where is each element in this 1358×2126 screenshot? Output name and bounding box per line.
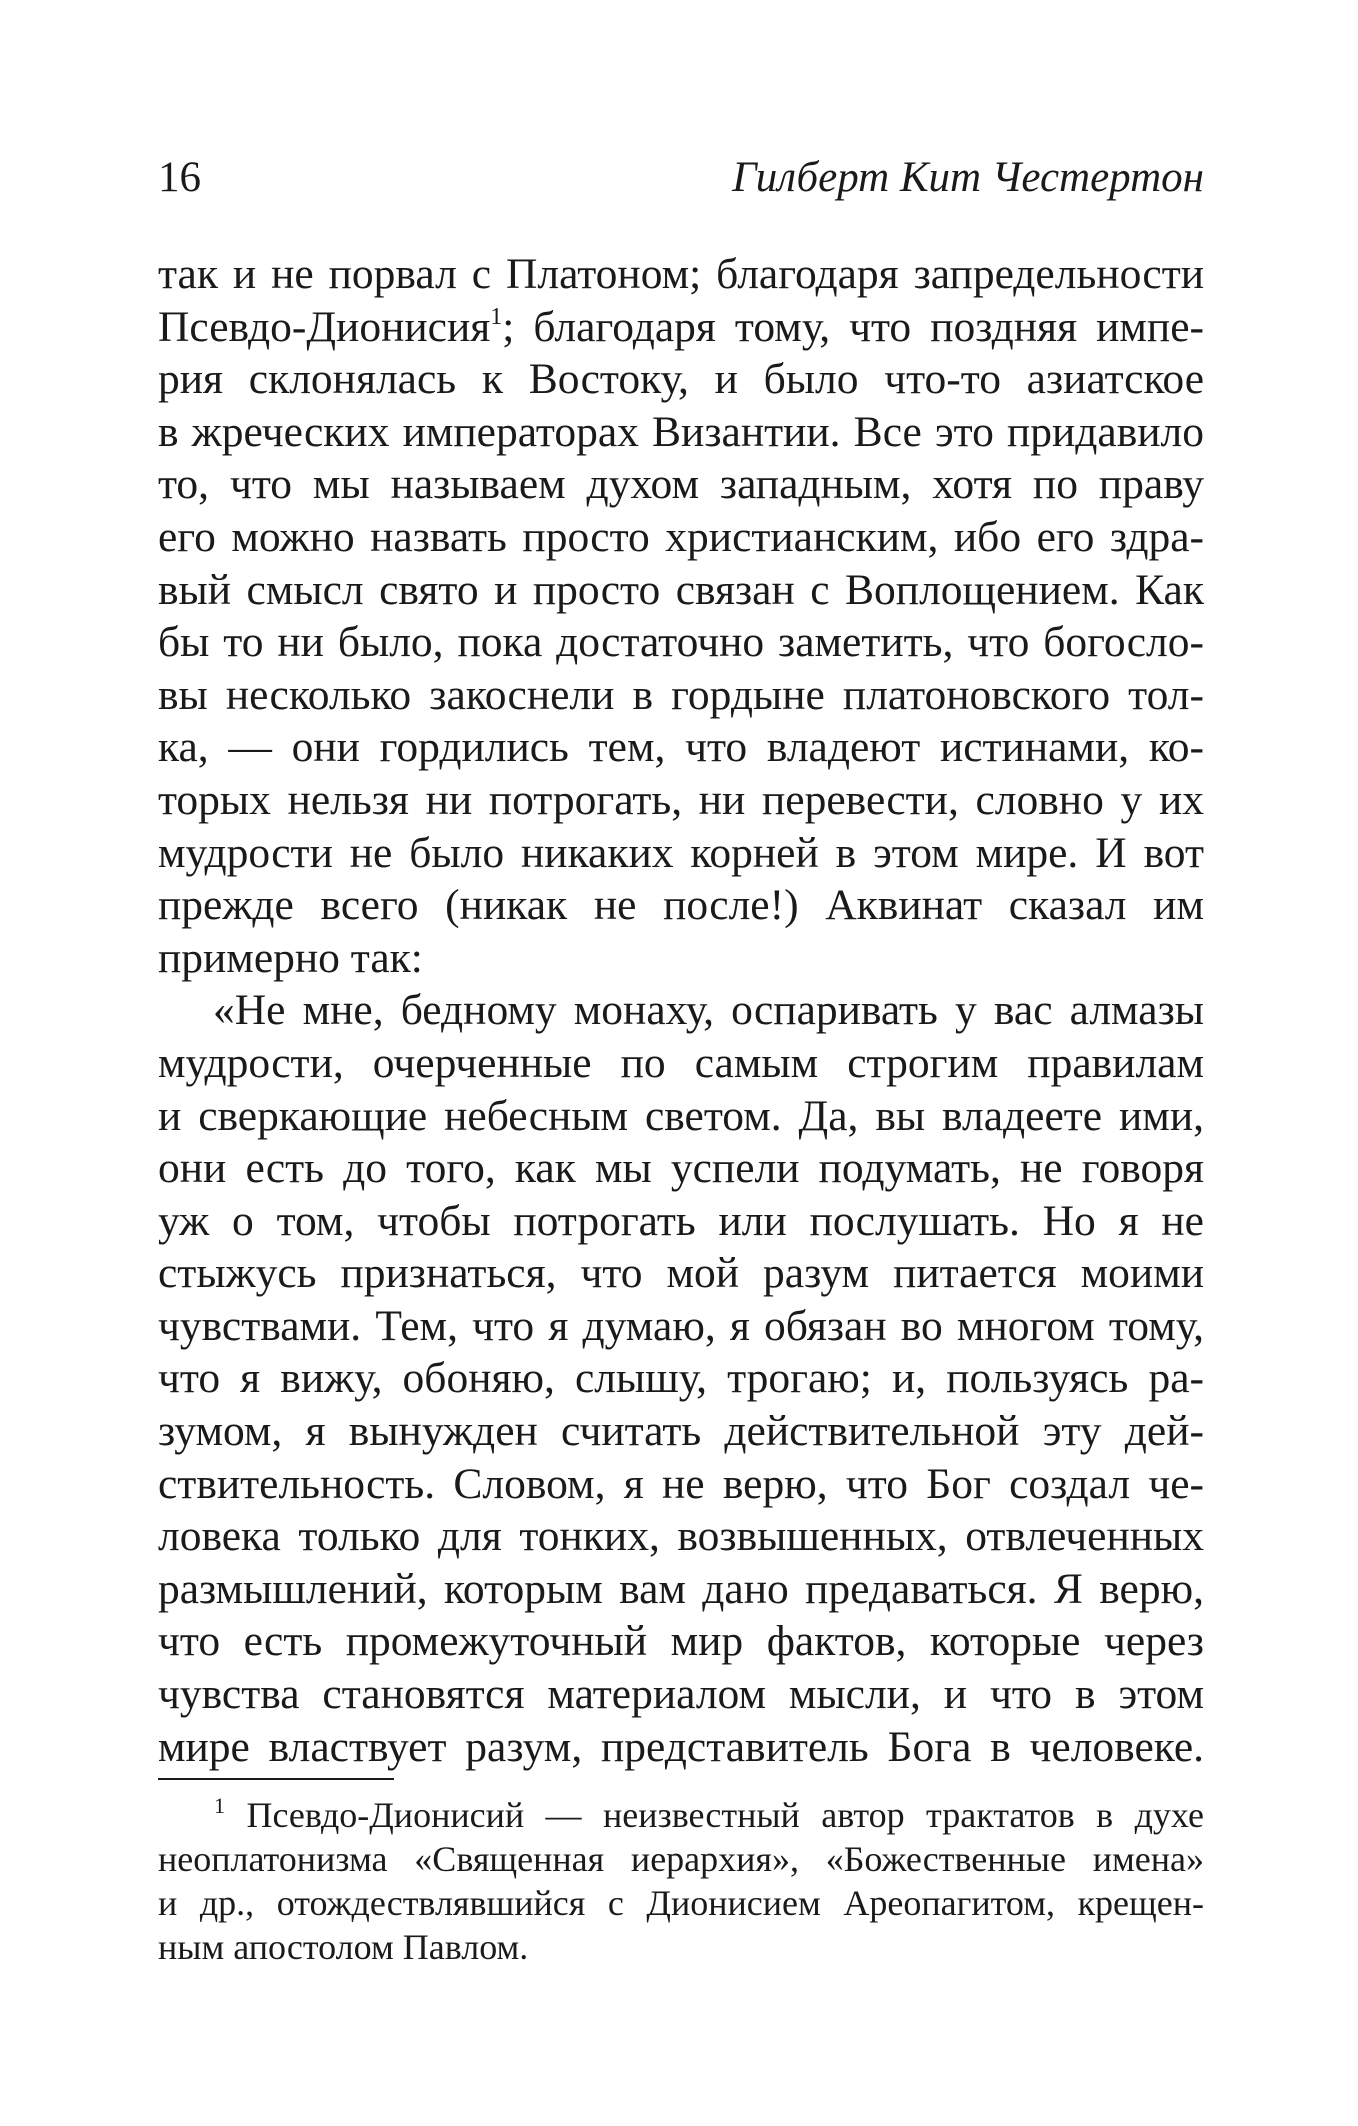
text-line: его можно назвать просто христианским, ибо его здра-: [158, 512, 1204, 561]
footnote-text: Псевдо-Дионисий — неизвестный автор трактатов в духе: [225, 1795, 1204, 1835]
text-line: уж о том, чтобы потрогать или послушать. Но я не: [158, 1196, 1204, 1245]
text-line: ловека только для тонких, возвышенных, отвлеченных: [158, 1512, 1204, 1561]
text-line: что есть промежуточный мир фактов, которые через: [158, 1617, 1204, 1666]
running-title: Гилберт Кит Честертон: [732, 154, 1204, 201]
text-line: бы то ни было, пока достаточно заметить, что богосло-: [158, 618, 1204, 667]
text-line: вый смысл свято и просто связан с Воплощением. Как: [158, 565, 1204, 614]
footnote-marker: 1: [214, 1793, 225, 1818]
text-line: мудрости не было никаких корней в этом мире. И вот: [158, 828, 1204, 877]
text-line: в жреческих императорах Византии. Все это придавило: [158, 407, 1204, 456]
footnote-line: неоплатонизма «Священная иерархия», «Божественные имена»: [158, 1839, 1204, 1879]
footnote-line: и др., отождествлявшийся с Дионисием Ареопагитом, крещен-: [158, 1883, 1204, 1923]
text-line: то, что мы называем духом западным, хотя по праву: [158, 460, 1204, 509]
text-line: и сверкающие небесным светом. Да, вы владеете ими,: [158, 1091, 1204, 1140]
paragraph-2: [158, 984, 1204, 1773]
text-line: зумом, я вынужден считать действительной эту дей-: [158, 1407, 1204, 1456]
text-line: мудрости, очерченные по самым строгим правилам: [158, 1038, 1204, 1087]
footnote-divider: [158, 1778, 394, 1780]
text-fragment: ; благодаря тому, что поздняя импе-: [502, 302, 1204, 351]
running-head: [158, 148, 1204, 208]
paragraph-1: [158, 248, 1204, 984]
text-line: примерно так:: [158, 933, 423, 982]
text-line: рия склонялась к Востоку, и было что-то азиатское: [158, 355, 1204, 404]
footnote-line: [158, 1793, 1204, 1837]
text-line: прежде всего (никак не после!) Аквинат сказал им: [158, 881, 1204, 930]
footnote-line: ным апостолом Павлом.: [158, 1927, 529, 1967]
text-line: так и не порвал с Платоном; благодаря запредельности: [158, 250, 1204, 298]
text-line: [158, 301, 1204, 354]
text-line: стыжусь признаться, что мой разум питается моими: [158, 1249, 1204, 1298]
body-text: [158, 248, 1204, 1773]
text-fragment: Псевдо-Дионисия: [158, 302, 491, 351]
text-line: размышлений, которым вам дано предаваться. Я верю,: [158, 1564, 1204, 1613]
footnote-reference: 1: [490, 303, 503, 330]
text-line: вы несколько закоснели в гордыне платоновского тол-: [158, 670, 1204, 719]
page-number: 16: [158, 154, 201, 201]
text-line: что я вижу, обоняю, слышу, трогаю; и, пользуясь ра-: [158, 1354, 1204, 1403]
text-line: чувствами. Тем, что я думаю, я обязан во многом тому,: [158, 1301, 1204, 1350]
text-line: торых нельзя ни потрогать, ни перевести, словно у их: [158, 775, 1204, 824]
text-line: чувства становятся материалом мысли, и что в этом: [158, 1670, 1204, 1719]
text-line: «Не мне, бедному монаху, оспаривать у вас алмазы: [213, 986, 1204, 1035]
text-line: ствительность. Словом, я не верю, что Бог создал че-: [158, 1459, 1204, 1508]
text-line: мире властвует разум, представитель Бога в человеке.: [158, 1722, 1204, 1771]
footnote: [158, 1793, 1204, 1969]
text-line: они есть до того, как мы успели подумать, не говоря: [158, 1144, 1204, 1193]
text-line: ка, — они гордились тем, что владеют истинами, ко-: [158, 723, 1204, 772]
